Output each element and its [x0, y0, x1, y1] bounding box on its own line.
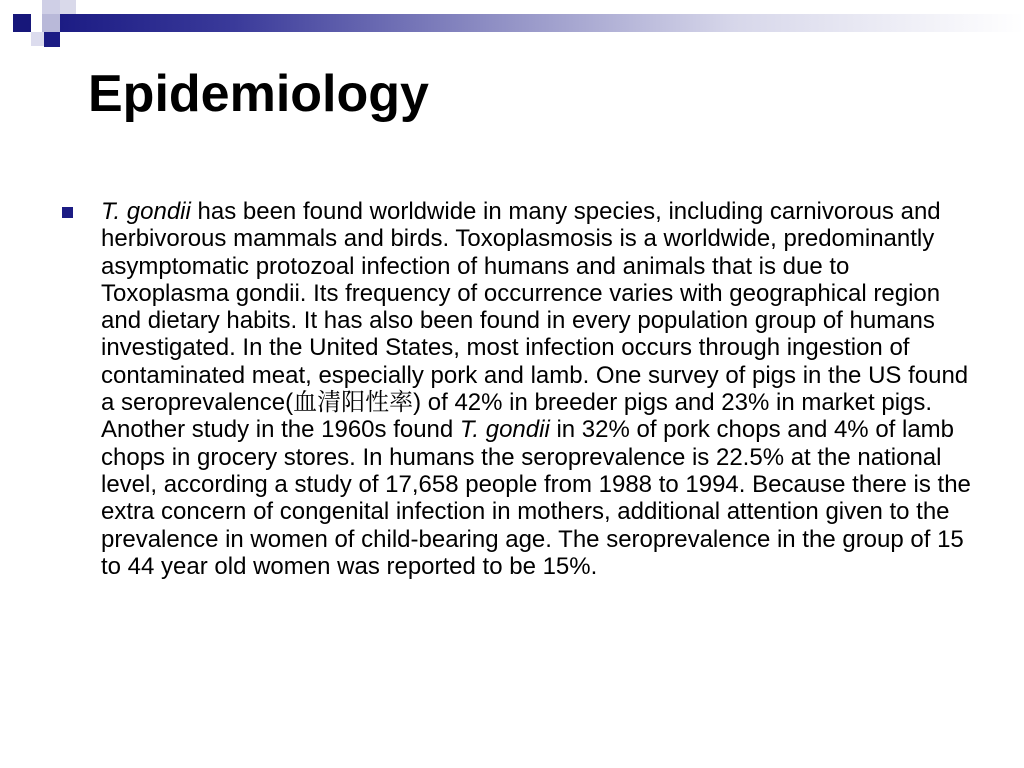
bullet-text [101, 198, 981, 580]
corner-square-decoration [31, 32, 44, 46]
corner-square-decoration [42, 14, 60, 32]
bullet-text-part: in 32% of pork chops and 4% of lamb chops in grocery stores. In humans the seroprevalence is 22.5% at the national level, according a study of 17,658 people from 1988 to 1994. Because there is the extra concern of congenital infection in mothers, additional attention given to the prevalence in women of child-bearing age. The seroprevalence in the group of 15 to 44 year old women was reported to be 15%. [101, 416, 971, 580]
corner-square-decoration [44, 32, 60, 47]
bullet-text-part: has been found worldwide in many species, including carnivorous and herbivorous mammals and birds. Toxoplasmosis is a worldwide, predominantly asymptomatic protozoal infection of humans and animals that is due to Toxoplasma gondii. Its frequency of occurrence varies with geographical region and dietary habits. It has also been found in every population group of humans investigated. In the United States, most infection occurs through ingestion of contaminated meat, especially pork and lamb. One survey of pigs in the US found a seroprevalence(血清阳性率) of 42% in breeder pigs and 23% in market pigs. Another study in the 1960s found [101, 198, 969, 444]
corner-square-decoration [42, 0, 60, 14]
square-bullet-icon [62, 207, 73, 218]
header-gradient-band [60, 14, 1024, 32]
species-name-italic: T. gondii [101, 198, 191, 225]
species-name-italic: T. gondii [459, 416, 550, 444]
corner-square-decoration [60, 0, 76, 14]
corner-square-decoration [13, 14, 31, 32]
slide-title: Epidemiology [88, 65, 429, 123]
